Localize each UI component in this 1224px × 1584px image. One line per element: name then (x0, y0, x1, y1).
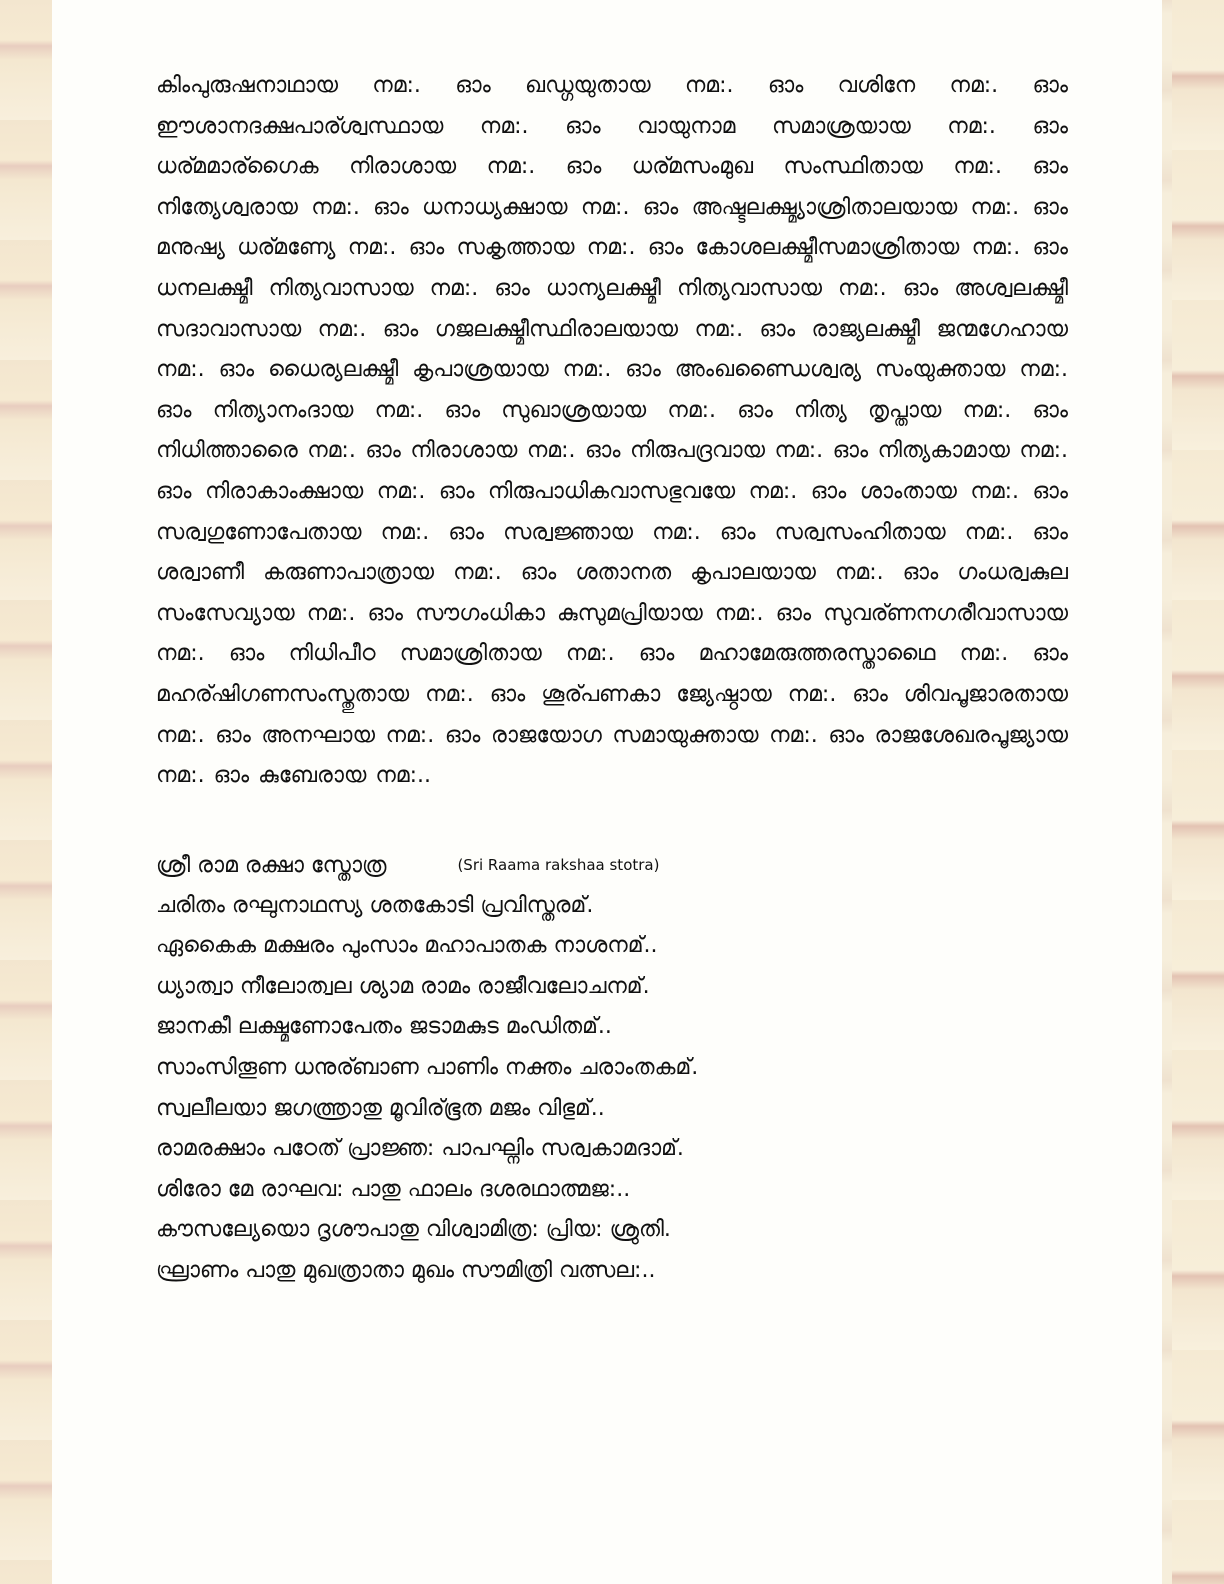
document-page (52, 0, 1162, 1584)
section-heading (156, 845, 1068, 886)
verse-line: രാമരക്ഷാം പഠേത് പ്രാജ്ഞ: പാപഘ്നിം സര്വകാമദാമ്. (156, 1136, 684, 1162)
heading-transliteration: (Sri Raama rakshaa stotra) (457, 855, 660, 874)
verse-line: ഏകൈക മക്ഷരം പുംസാം മഹാപാതക നാശനമ്.. (156, 933, 658, 959)
heading-title: ശ്രീ രാമ രക്ഷാ സ്തോത്ര (156, 852, 387, 878)
decorative-border-right (1172, 0, 1224, 1584)
verse-line: സാംസിതൂണ ധനുര്ബാണ പാണിം നക്തം ചരാംതകമ്. (156, 1055, 699, 1081)
verse-line: ഘ്രാണം പാതു മുഖത്രാതാ മുഖം സൗമിത്രി വത്സല:.. (156, 1258, 656, 1284)
verse-line: ജാനകീ ലക്ഷ്മണോപേതം ജടാമകുട മംഡിതമ്.. (156, 1014, 612, 1040)
verse-line: ചരിതം രഘുനാഥസ്യ ശതകോടി പ്രവിസ്തരമ്. (156, 892, 594, 918)
verse-line: ധ്യാത്വാ നീലോത്വല ശ്യാമ രാമം രാജീവലോചനമ്. (156, 973, 650, 999)
verse-line: കൗസല്യേയൊ ദൃശൗപാതു വിശ്വാമിത്ര: പ്രിയ: ശ്രുതി. (156, 1217, 671, 1243)
verse-list (156, 886, 1068, 1292)
page-content (156, 66, 1068, 1292)
verse-line: ശിരോ മേ രാഘവ: പാതു ഫാലം ദശരഥാത്മജ:.. (156, 1176, 631, 1202)
decorative-border-left (0, 0, 52, 1584)
verse-line: സ്വലീലയാ ജഗത്ത്രാതു മൂവിര്ഭൂത മജം വിഭുമ്.. (156, 1095, 605, 1121)
mantra-paragraph: കിംപുരുഷനാഥായ നമ:. ഓം ഖഡ്ഗയുതായ നമ:. ഓം വശിനേ നമ:. ഓം ഈശാനദക്ഷപാര്ശ്വസ്ഥായ നമ:. ഓം വായുനാമ സമാശ്രയായ നമ:. ഓം ധര്മമാര്ഗൈക നിരാശായ നമ:. ഓം ധര്മസംമുഖ സംസ്ഥിതായ നമ:. ഓം നിത്യേശ്വരായ നമ:. ഓം ധനാധ്യക്ഷായ നമ:. ഓം അഷ്ടലക്ഷ്മ്യാശ്രിതാലയായ നമ:. ഓം മനുഷ്യ ധര്മണ്യേ നമ:. ഓം സകൃത്തായ നമ:. ഓം കോശലക്ഷ്മീസമാശ്രിതായ നമ:. ഓം ധനലക്ഷ്മീ നിത്യവാസായ നമ:. ഓം ധാന്യലക്ഷ്മീ നിത്യവാസായ നമ:. ഓം അശ്വലക്ഷ്മീ സദാവാസായ നമ:. ഓം ഗജലക്ഷ്മീസ്ഥിരാലയായ നമ:. ഓം രാജ്യലക്ഷ്മീ ജന്മഗേഹായ നമ:. ഓം ധൈര്യലക്ഷ്മീ കൃപാശ്രയായ നമ:. ഓം അംഖണ്ഡൈശ്വര്യ സംയുക്തായ നമ:. ഓം നിത്യാനംദായ നമ:. ഓം സുഖാശ്രയായ നമ:. ഓം നിത്യ തൃപ്തായ നമ:. ഓം നിധിത്താരൈ നമ:. ഓം നിരാശായ നമ:. ഓം നിരുപദ്രവായ നമ:. ഓം നിത്യകാമായ നമ:. ഓം നിരാകാംക്ഷായ നമ:. ഓം നിരുപാധികവാസഭുവയേ നമ:. ഓം ശാംതായ നമ:. ഓം സര്വഗുണോപേതായ നമ:. ഓം സര്വജ്ഞായ നമ:. ഓം സര്വസംഹിതായ നമ:. ഓം ശര്വാണീ കരുണാപാത്രായ നമ:. ഓം ശതാനത കൃപാലയായ നമ:. ഓം ഗംധര്വകുല സംസേവ്യായ നമ:. ഓം സൗഗംധികാ കുസുമപ്രിയായ നമ:. ഓം സുവര്ണനഗരീവാസായ നമ:. ഓം നിധിപീഠ സമാശ്രിതായ നമ:. ഓം മഹാമേരുത്തരസ്താഥൈ നമ:. ഓം മഹര്ഷിഗണസംസ്തുതായ നമ:. ഓം ശൂര്പണകാ ജ്യേഷ്ഠായ നമ:. ഓം ശിവപൂജാരതായ നമ:. ഓം അനഘായ നമ:. ഓം രാജയോഗ സമായുക്തായ നമ:. ഓം രാജശേഖരപൂജ്യായ നമ:. ഓം കുബേരായ നമ:.. (156, 73, 1068, 789)
